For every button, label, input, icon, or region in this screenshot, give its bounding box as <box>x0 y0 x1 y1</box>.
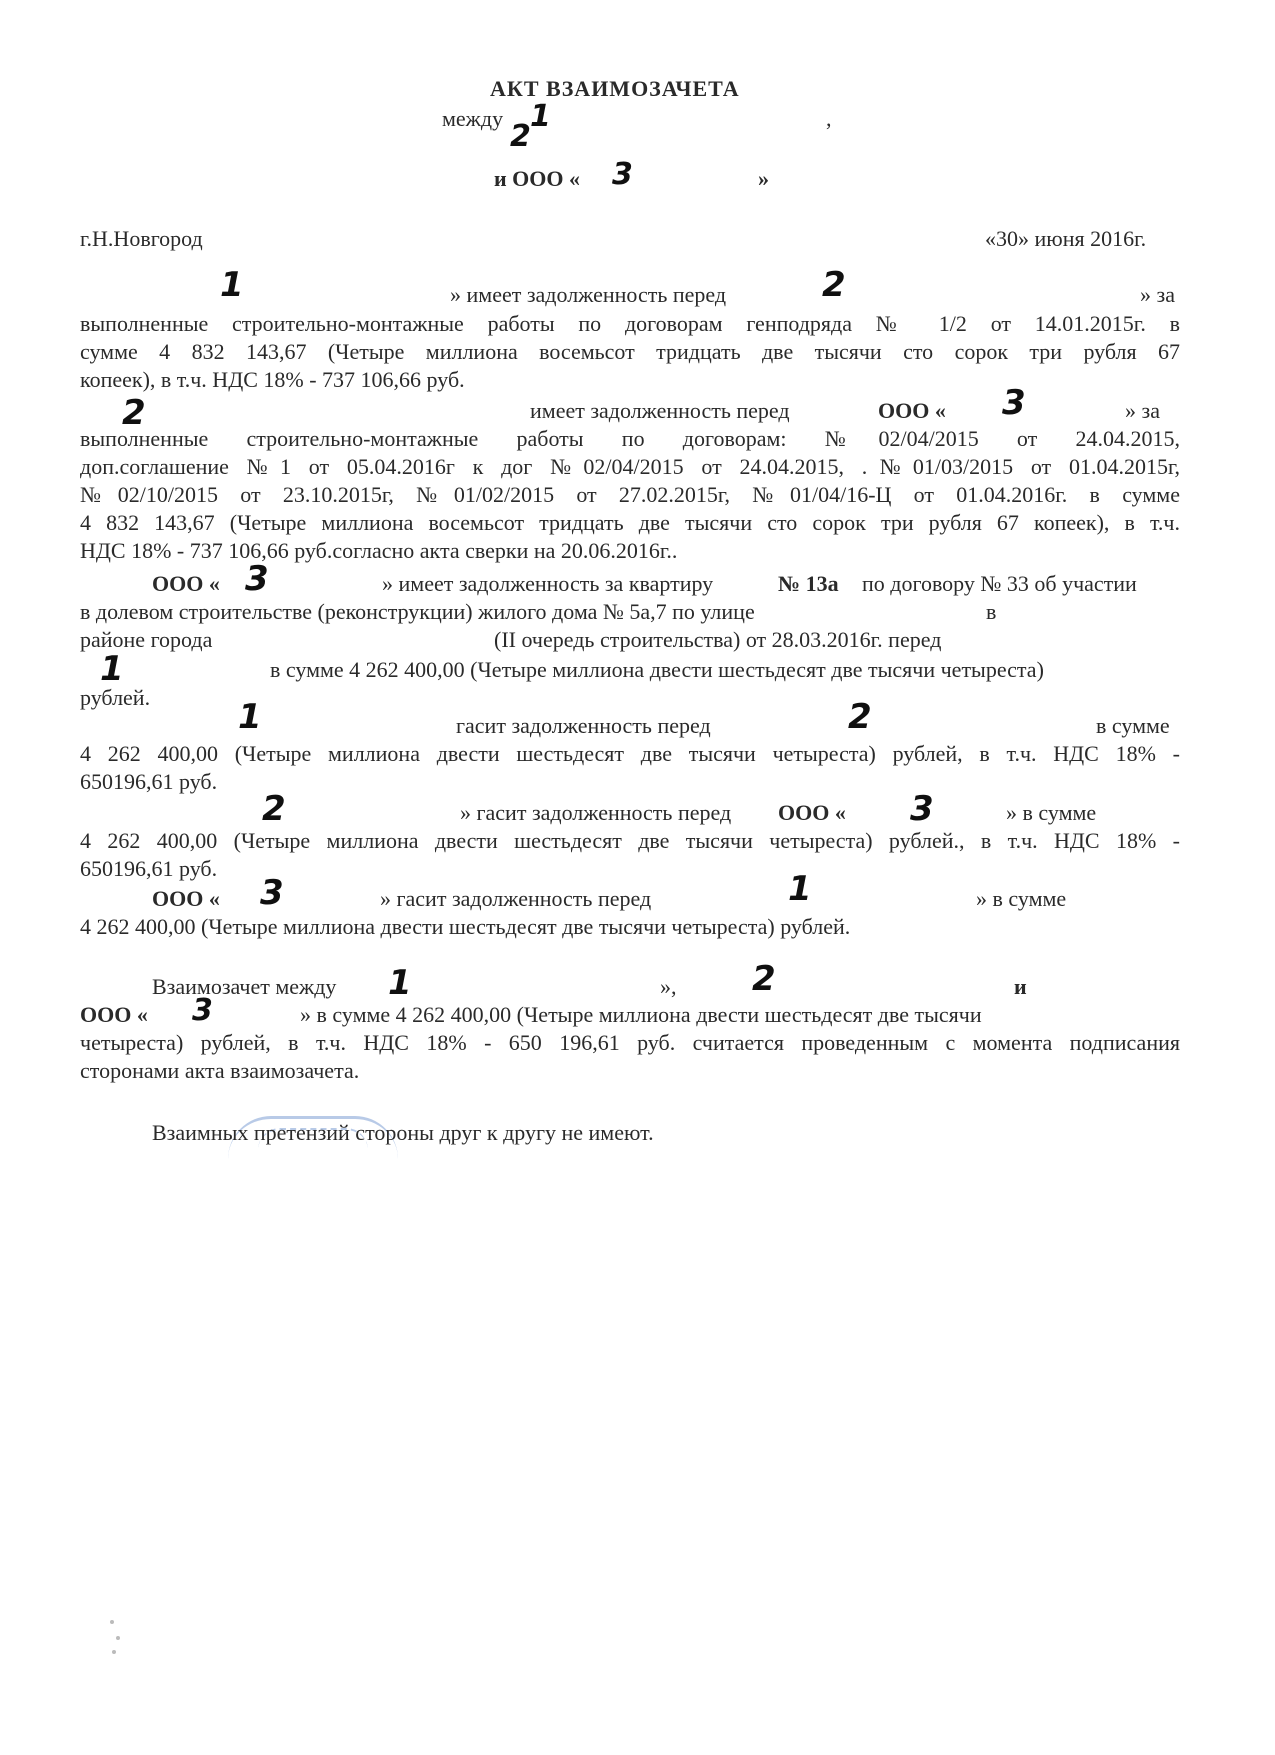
p1-line1b: » за <box>1140 282 1175 307</box>
p2-line1b: ООО « <box>878 398 946 423</box>
p1-line1a: » имеет задолженность перед <box>450 282 727 307</box>
handwritten-mark-3: 3 <box>910 789 934 829</box>
handwritten-mark-1: 1 <box>238 697 262 737</box>
scan-speck <box>116 1636 120 1640</box>
p5-line1b: ООО « <box>778 800 846 825</box>
and-ooo-close-quote: » <box>758 166 769 191</box>
p2-line6: НДС 18% - 737 106,66 руб.согласно акта сверки на 20.06.2016г.. <box>80 538 678 563</box>
p6-line1a: » гасит задолженность перед <box>380 886 652 911</box>
handwritten-mark-1: 1 <box>220 265 244 305</box>
p4-line1b: в сумме <box>1096 713 1170 738</box>
handwritten-mark-3: 3 <box>245 559 269 599</box>
p3-line3b: (II очередь строительства) от 28.03.2016г. перед <box>494 627 942 652</box>
p3-line1a: » имеет задолженность за квартиру <box>382 571 714 596</box>
p4-line3: 650196,61 руб. <box>80 769 218 794</box>
handwritten-mark-2: 2 <box>122 393 146 433</box>
handwritten-mark-3: 3 <box>192 993 213 1028</box>
p3-line5: рублей. <box>80 685 151 710</box>
p2-line4: №02/10/2015 от 23.10.2015г, №01/02/2015 от 27.02.2015г, №01/04/16-Ц от 01.04.2016г. в сумме <box>80 482 1180 507</box>
and-ooo-label: и ООО « <box>494 166 581 191</box>
handwritten-mark-1: 1 <box>530 99 551 134</box>
p1-line4: копеек), в т.ч. НДС 18% - 737 106,66 руб. <box>80 367 465 392</box>
p3-apartment: № 13а <box>778 571 839 596</box>
handwritten-mark-1: 1 <box>388 963 412 1003</box>
p5-line1c: » в сумме <box>1006 800 1097 825</box>
handwritten-mark-1: 1 <box>788 869 812 909</box>
p3-line2: в долевом строительстве (реконструкции) жилого дома № 5а,7 по улице <box>80 599 755 624</box>
p2-line3: доп.соглашение №1 от 05.04.2016г к дог №02/04/2015 от 24.04.2015, .№01/03/2015 от 01.04.2015г, <box>80 454 1180 479</box>
handwritten-mark-1: 1 <box>100 649 124 689</box>
p1-line2: выполненные строительно-монтажные работы по договорам генподряда № 1/2 от 14.01.2015г. в <box>80 311 1180 336</box>
handwritten-mark-2: 2 <box>848 697 872 737</box>
p2-line2: выполненные строительно-монтажные работы по договорам: №02/04/2015 от 24.04.2015, <box>80 426 1180 451</box>
p3-line4: в сумме 4 262 400,00 (Четыре миллиона двести шестьдесят две тысячи четыреста) <box>270 657 1044 682</box>
p5-line1a: » гасит задолженность перед <box>460 800 732 825</box>
p5-line2: 4 262 400,00 (Четыре миллиона двести шестьдесят две тысячи четыреста) рублей., в т.ч. НДС 18% - <box>80 828 1180 853</box>
document-date: «30» июня 2016г. <box>985 226 1147 251</box>
between-comma: , <box>826 106 832 131</box>
handwritten-mark-2: 2 <box>822 265 846 305</box>
p2-line1a: имеет задолженность перед <box>530 398 790 423</box>
scan-speck <box>112 1650 116 1654</box>
handwritten-mark-2: 2 <box>510 119 531 154</box>
p4-line1a: гасит задолженность перед <box>456 713 711 738</box>
scan-speck <box>110 1620 114 1624</box>
handwritten-mark-2: 2 <box>262 789 286 829</box>
city: г.Н.Новгород <box>80 226 203 251</box>
p7-line1a: Взаимозачет между <box>152 974 337 999</box>
document-title: АКТ ВЗАИМОЗАЧЕТА <box>490 76 740 101</box>
p3-line2b: в <box>986 599 997 624</box>
handwritten-mark-3: 3 <box>260 873 284 913</box>
p7-line4: сторонами акта взаимозачета. <box>80 1058 360 1083</box>
p7-line2a: ООО « <box>80 1002 148 1027</box>
p7-line3: четыреста) рублей, в т.ч. НДС 18% - 650 196,61 руб. считается проведенным с момента подписания <box>80 1030 1180 1055</box>
p3-ooo: ООО « <box>152 571 220 596</box>
p6-line1b: » в сумме <box>976 886 1067 911</box>
p7-line1b: », <box>660 974 677 999</box>
p8-line1: Взаимных претензий стороны друг к другу не имеют. <box>152 1120 654 1145</box>
p7-line2b: » в сумме 4 262 400,00 (Четыре миллиона двести шестьдесят две тысячи <box>300 1002 982 1027</box>
p6-ooo: ООО « <box>152 886 220 911</box>
p6-line2: 4 262 400,00 (Четыре миллиона двести шестьдесят две тысячи четыреста) рублей. <box>80 914 851 939</box>
p3-line3a: районе города <box>80 627 213 652</box>
p5-line3: 650196,61 руб. <box>80 856 218 881</box>
handwritten-mark-3: 3 <box>1002 383 1026 423</box>
p2-line1c: » за <box>1125 398 1160 423</box>
p1-line3: сумме 4 832 143,67 (Четыре миллиона восемьсот тридцать две тысячи сто сорок три рубля 67 <box>80 339 1180 364</box>
handwritten-mark-3: 3 <box>612 157 633 192</box>
p2-line5: 4 832 143,67 (Четыре миллиона восемьсот тридцать две тысячи сто сорок три рубля 67 копеек), в т.ч. <box>80 510 1180 535</box>
p3-line1b: по договору № 33 об участии <box>862 571 1137 596</box>
handwritten-mark-2: 2 <box>752 959 776 999</box>
p7-line1c: и <box>1014 974 1027 999</box>
p4-line2: 4 262 400,00 (Четыре миллиона двести шестьдесят две тысячи четыреста) рублей, в т.ч. НДС 18% - <box>80 741 1180 766</box>
between-label: между <box>442 106 504 131</box>
